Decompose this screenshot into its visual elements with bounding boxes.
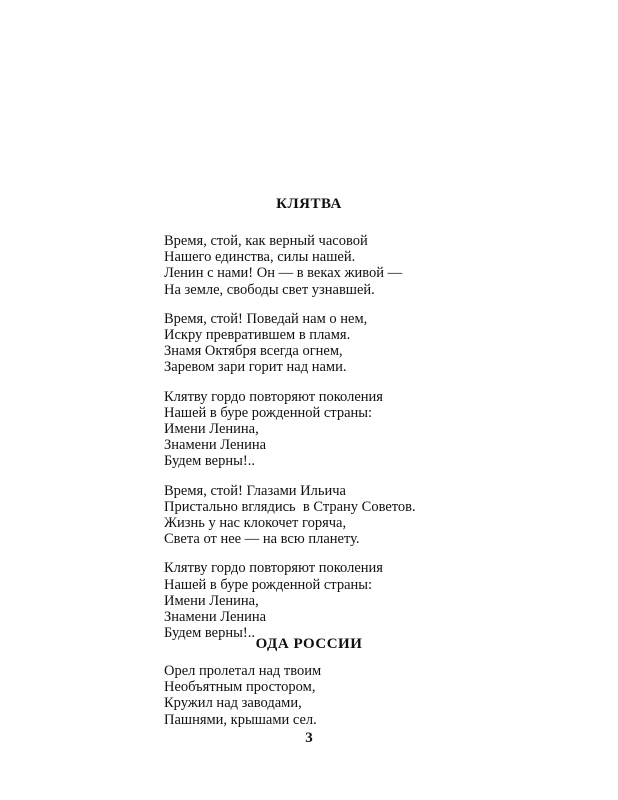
poem-line: Ленин с нами! Он — в веках живой — xyxy=(164,265,403,282)
poem-line: На земле, свободы свет узнавшей. xyxy=(164,281,375,298)
poem-line: Будем верны!.. xyxy=(164,453,255,470)
poem-line: Жизнь у нас клокочет горяча, xyxy=(164,515,347,532)
poem-line: Орел пролетал над твоим xyxy=(164,663,322,679)
poem-line: Кружил над заводами, xyxy=(164,695,302,712)
poem-line: Нашего единства, силы нашей. xyxy=(164,249,356,266)
poem-line: Знамени Ленина xyxy=(164,437,267,454)
poem-line: Нашей в буре рожденной страны: xyxy=(164,404,373,421)
poem-line: Время, стой! Поведай нам о нем, xyxy=(164,310,368,327)
poem-line: Имени Ленина, xyxy=(164,592,259,609)
stanza-2 xyxy=(164,311,416,376)
stanza-4 xyxy=(164,483,416,548)
poem-line: Время, стой, как верный часовой xyxy=(164,233,368,249)
poem-line: Пристально вглядись в Страну Советов. xyxy=(164,498,416,515)
stanza-5 xyxy=(164,560,416,641)
poem-line: Искру превратившем в пламя. xyxy=(164,327,351,344)
poem-line: Пашнями, крышами сел. xyxy=(164,711,317,728)
poem-line: Знамени Ленина xyxy=(164,609,267,626)
poem-line: Время, стой! Глазами Ильича xyxy=(164,482,346,499)
stanza-3 xyxy=(164,389,416,470)
poem-line: Знамя Октября всегда огнем, xyxy=(164,343,343,360)
poem-line: Нашей в буре рожденной страны: xyxy=(164,576,373,593)
stanza-1 xyxy=(164,663,321,728)
poem-line: Света от нее — на всю планету. xyxy=(164,531,360,548)
poem-line: Необъятным простором, xyxy=(164,679,316,696)
poem-title-oda-rossii: ОДА РОССИИ xyxy=(255,636,363,652)
poem-line: Имени Ленина, xyxy=(164,421,259,438)
poem-line: Клятву гордо повторяют поколения xyxy=(164,560,383,577)
stanza-1 xyxy=(164,233,416,298)
poem-line: Клятву гордо повторяют поколения xyxy=(164,388,383,405)
poem-klyatva xyxy=(164,233,416,654)
page-number: 3 xyxy=(305,730,313,746)
poem-line: Заревом зари горит над нами. xyxy=(164,359,347,376)
poem-title-klyatva: КЛЯТВА xyxy=(276,196,342,212)
poem-line: Будем верны!.. xyxy=(164,625,255,642)
